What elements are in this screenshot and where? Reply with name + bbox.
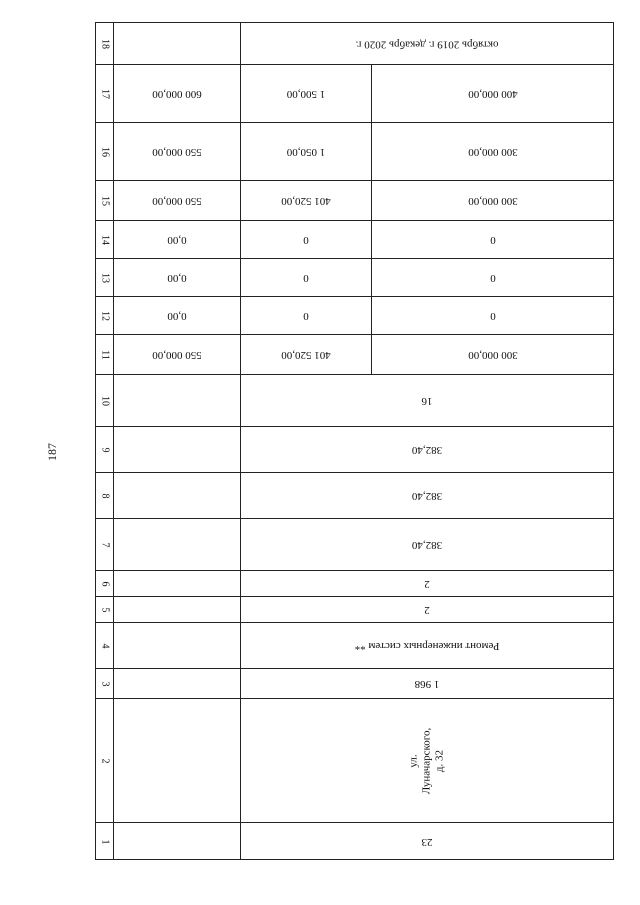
row-index-18 (96, 23, 114, 65)
cell-b-row-3 (241, 669, 613, 699)
cell-a-value: 550 000,00 (152, 194, 202, 207)
cell-b-left (241, 221, 372, 258)
cell-a-row-5 (114, 597, 240, 623)
cell-b-value: 300 000,00 (467, 145, 518, 158)
cell-b-row-17 (241, 65, 613, 123)
row-index-label: 9 (99, 447, 111, 452)
row-index-label: 18 (99, 38, 111, 49)
row-index-6 (96, 571, 114, 597)
row-index-label: 5 (99, 607, 111, 612)
row-index-8 (96, 473, 114, 519)
cell-b-value: 0 (489, 271, 496, 284)
cell-b-row-11 (241, 335, 613, 375)
cell-b-value: 0 (303, 309, 309, 322)
row-index-5 (96, 597, 114, 623)
cell-b-row-5 (241, 597, 613, 623)
cell-b-value: 401 520,00 (281, 194, 331, 207)
cell-b-row-7 (241, 519, 613, 571)
row-index-label: 15 (99, 195, 111, 206)
cell-a-value: 0,00 (167, 309, 187, 322)
cell-b-value: 382,40 (411, 489, 443, 502)
data-table (95, 22, 614, 860)
row-index-9 (96, 427, 114, 473)
cell-b-left (241, 259, 372, 296)
cell-b-row-13 (241, 259, 613, 297)
row-index-3 (96, 669, 114, 699)
cell-b-left (241, 181, 372, 220)
cell-a-row-17 (114, 65, 240, 123)
cell-b-value: 0 (303, 271, 309, 284)
row-index-label: 3 (99, 681, 111, 686)
row-index-4 (96, 623, 114, 669)
cell-b-value: 401 520,00 (281, 348, 331, 361)
row-index-14 (96, 221, 114, 259)
cell-b-value: ул. Луначарского, д. 32 (407, 727, 446, 794)
cell-a-row-4 (114, 623, 240, 669)
row-index-label: 13 (99, 272, 111, 283)
row-index-17 (96, 65, 114, 123)
cell-b-right (372, 259, 613, 296)
cell-a-row-8 (114, 473, 240, 519)
cell-b-value: октябрь 2019 г. декабрь 2020 г. (355, 38, 499, 50)
cell-a-row-9 (114, 427, 240, 473)
cell-b-value: 16 (421, 394, 433, 407)
row-index-15 (96, 181, 114, 221)
cell-a-row-7 (114, 519, 240, 571)
cell-b-value: 2 (424, 603, 430, 616)
cell-b-row-6 (241, 571, 613, 597)
cell-a-row-15 (114, 181, 240, 221)
cell-b-value: 1 500,00 (286, 87, 326, 100)
cell-b-row-1 (241, 823, 613, 861)
cell-b-value: 400 000,00 (467, 87, 518, 100)
cell-a-row-1 (114, 823, 240, 861)
row-index-label: 4 (99, 643, 111, 648)
row-index-label: 14 (99, 234, 111, 245)
cell-b-row-12 (241, 297, 613, 335)
cell-b-right (372, 181, 613, 220)
cell-b-value: 23 (421, 836, 433, 848)
page-number: 187 (45, 443, 59, 461)
row-index-11 (96, 335, 114, 375)
cell-a-row-2 (114, 699, 240, 823)
column-a (114, 23, 241, 859)
cell-b-row-9 (241, 427, 613, 473)
cell-a-row-13 (114, 259, 240, 297)
cell-b-value: 0 (303, 233, 309, 246)
row-index-10 (96, 375, 114, 427)
cell-a-value: 0,00 (167, 271, 187, 284)
cell-b-value: 0 (489, 233, 496, 246)
cell-a-row-11 (114, 335, 240, 375)
row-index-2 (96, 699, 114, 823)
row-index-16 (96, 123, 114, 181)
cell-b-left (241, 297, 372, 334)
row-index-label: 8 (99, 493, 111, 498)
cell-b-value: 300 000,00 (467, 194, 518, 207)
cell-a-value: 550 000,00 (152, 348, 202, 361)
cell-b-right (372, 335, 613, 374)
cell-a-value: 550 000,00 (152, 145, 202, 158)
cell-b-row-16 (241, 123, 613, 181)
column-b (241, 23, 613, 859)
row-index-7 (96, 519, 114, 571)
row-index-13 (96, 259, 114, 297)
row-index-12 (96, 297, 114, 335)
column-index-strip (96, 23, 114, 859)
row-index-label: 1 (99, 839, 111, 845)
row-index-label: 7 (99, 542, 111, 547)
cell-b-right (372, 221, 613, 258)
cell-b-left (241, 65, 372, 122)
cell-a-value: 600 000,00 (152, 87, 202, 100)
row-index-label: 12 (99, 310, 111, 321)
cell-b-row-10 (241, 375, 613, 427)
row-index-label: 11 (99, 349, 111, 360)
row-index-label: 10 (99, 395, 111, 406)
cell-b-left (241, 123, 372, 180)
cell-a-row-16 (114, 123, 240, 181)
cell-b-value: 300 000,00 (467, 348, 518, 361)
cell-a-row-18 (114, 23, 240, 65)
cell-b-row-15 (241, 181, 613, 221)
cell-b-value: 1 050,00 (286, 145, 326, 158)
cell-b-value: Ремонт инженерных систем ** (354, 639, 500, 652)
cell-a-row-3 (114, 669, 240, 699)
cell-b-left (241, 335, 372, 374)
cell-b-right (372, 123, 613, 180)
cell-b-row-14 (241, 221, 613, 259)
cell-a-row-12 (114, 297, 240, 335)
cell-b-value: 2 (424, 577, 430, 590)
cell-b-value: 1 968 (414, 677, 440, 690)
row-index-label: 2 (99, 758, 111, 763)
cell-b-row-18 (241, 23, 613, 65)
row-index-1 (96, 823, 114, 861)
cell-b-value: 382,40 (411, 538, 443, 551)
cell-a-value: 0,00 (167, 233, 187, 246)
row-index-label: 17 (99, 88, 111, 99)
cell-b-value: 382,40 (411, 443, 443, 456)
cell-b-row-8 (241, 473, 613, 519)
cell-a-row-10 (114, 375, 240, 427)
row-index-label: 6 (99, 581, 111, 586)
cell-b-row-2 (241, 699, 613, 823)
cell-b-right (372, 297, 613, 334)
cell-a-row-6 (114, 571, 240, 597)
row-index-label: 16 (99, 146, 111, 157)
cell-b-value: 0 (489, 309, 496, 322)
cell-b-row-4 (241, 623, 613, 669)
cell-b-right (372, 65, 613, 122)
cell-a-row-14 (114, 221, 240, 259)
